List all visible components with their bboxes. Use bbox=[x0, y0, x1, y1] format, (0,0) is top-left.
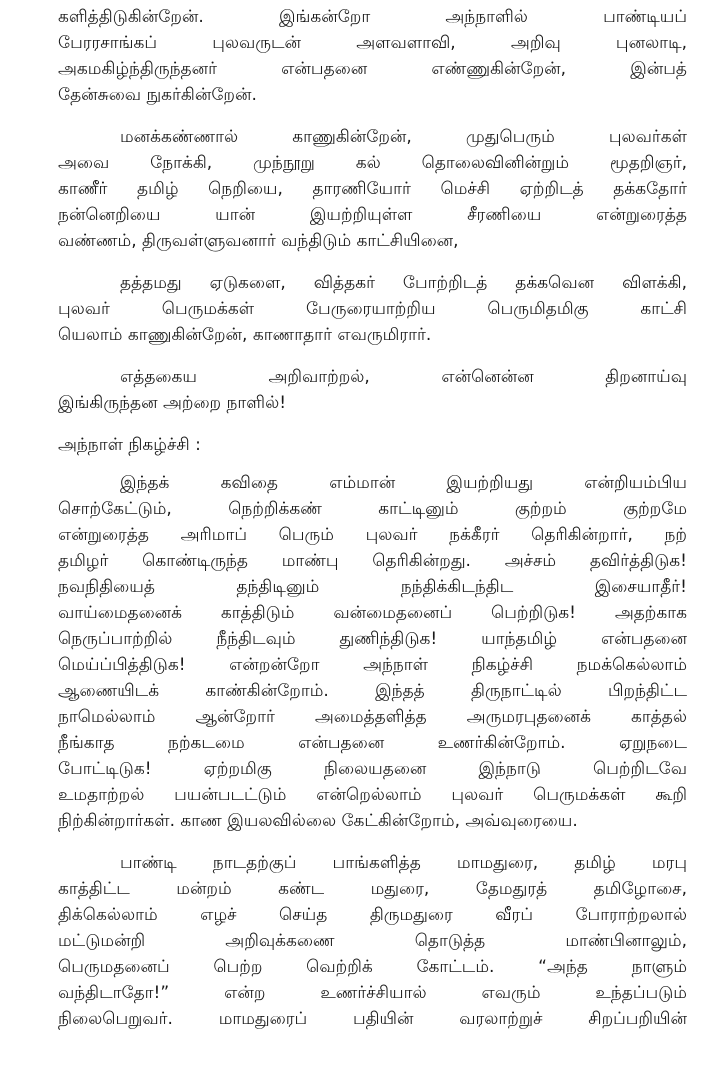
text-line: எத்தகைய அறிவாற்றல், என்னென்ன திறனாய்வு bbox=[120, 367, 687, 387]
paragraph-2 bbox=[58, 124, 687, 254]
text-line: நாமெல்லாம் ஆன்றோர் அமைத்தளித்த அருமரபுதனைக் காத்தல் bbox=[58, 707, 687, 727]
text-line: புலவர் பெருமக்கள் பேருரையாற்றிய பெருமிதமிகு காட்சி bbox=[58, 299, 687, 319]
text-line: மனக்கண்ணால் காணுகின்றேன், முதுபெரும் புலவர்கள் bbox=[120, 127, 687, 147]
text-line: அகமகிழ்ந்திருந்தனர் என்பதனை எண்ணுகின்றேன், இன்பத் bbox=[58, 59, 687, 79]
text-line: மெய்ப்பித்திடுக! என்றன்றோ அந்நாள் நிகழ்ச்சி நமக்கெல்லாம் bbox=[58, 655, 687, 675]
text-line: நன்னெறியை யான் இயற்றியுள்ள சீரணியை என்றுரைத்த bbox=[58, 205, 687, 225]
text-line: தமிழர் கொண்டிருந்த மாண்பு தெரிகின்றது. அச்சம் தவிர்த்திடுக! bbox=[58, 551, 687, 571]
text-line: தேன்சுவை நுகர்கின்றேன். bbox=[58, 85, 257, 105]
text-line: இங்கிருந்தன அற்றை நாளில்! bbox=[58, 393, 287, 413]
text-line: நிற்கின்றார்கள். காண இயலவில்லை கேட்கின்றோம், அவ்வுரையை. bbox=[58, 811, 578, 831]
text-line: நவநிதியைத் தந்திடினும் நந்திக்கிடந்திட இசையாதீர்! bbox=[58, 577, 687, 597]
text-line: என்றுரைத்த அரிமாப் பெரும் புலவர் நக்கீரர் தெரிகின்றார், நற் bbox=[58, 525, 687, 545]
text-line: வந்திடாதோ!” என்ற உணர்ச்சியால் எவரும் உந்தப்படும் bbox=[58, 983, 687, 1003]
text-line: உமதாற்றல் பயன்படட்டும் என்றெல்லாம் புலவர் பெருமக்கள் கூறி bbox=[58, 785, 687, 805]
paragraph-4 bbox=[58, 364, 687, 416]
text-line: காத்திட்ட மன்றம் கண்ட மதுரை, தேமதுரத் தமிழோசை, bbox=[58, 879, 687, 899]
section-heading: அந்நாள் நிகழ்ச்சி : bbox=[58, 435, 201, 455]
text-line: பாண்டி நாடதற்குப் பாங்களித்த மாமதுரை, தமிழ் மரபு bbox=[120, 853, 687, 873]
text-line: நீங்காத நற்கடமை என்பதனை உணர்கின்றோம். ஏறுநடை bbox=[58, 733, 687, 753]
text-line: சொற்கேட்டும், நெற்றிக்கண் காட்டினும் குற்றம் குற்றமே bbox=[58, 499, 687, 519]
text-line: யெலாம் காணுகின்றேன், காணாதார் எவருமிரார். bbox=[58, 325, 432, 345]
text-line: நெருப்பாற்றில் நீந்திடவும் துணிந்திடுக! யாந்தமிழ் என்பதனை bbox=[58, 629, 687, 649]
paragraph-6 bbox=[58, 850, 687, 1032]
text-line: திக்கெல்லாம் எழச் செய்த திருமதுரை வீரப் போராற்றலால் bbox=[58, 905, 687, 925]
text-line: ஆணையிடக் காண்கின்றோம். இந்தத் திருநாட்டில் பிறந்திட்ட bbox=[58, 681, 687, 701]
text-line: வண்ணம், திருவள்ளுவனார் வந்திடும் காட்சியினை, bbox=[58, 231, 459, 251]
paragraph-5 bbox=[58, 470, 687, 834]
text-line: இந்தக் கவிதை எம்மான் இயற்றியது என்றியம்பிய bbox=[120, 473, 687, 493]
text-line: பெருமதனைப் பெற்ற வெற்றிக் கோட்டம். “அந்த நாளும் bbox=[58, 957, 687, 977]
text-line: தத்தமது ஏடுகளை, வித்தகர் போற்றிடத் தக்கவென விளக்கி, bbox=[120, 273, 687, 293]
paragraph-1 bbox=[58, 4, 687, 108]
text-line: களித்திடுகின்றேன். இங்கன்றோ அந்நாளில் பாண்டியப் bbox=[58, 7, 687, 27]
text-line: அவை நோக்கி, முந்நூறு கல் தொலைவினின்றும் மூதறிஞர், bbox=[58, 153, 687, 173]
text-line: பேரரசாங்கப் புலவருடன் அளவளாவி, அறிவு புனலாடி, bbox=[58, 33, 687, 53]
text-line: போட்டிடுக! ஏற்றமிகு நிலையதனை இந்நாடு பெற்றிடவே bbox=[58, 759, 687, 779]
text-line: மட்டுமன்றி அறிவுக்கணை தொடுத்த மாண்பினாலும், bbox=[58, 931, 687, 951]
paragraph-3 bbox=[58, 270, 687, 348]
text-line: காணீர் தமிழ் நெறியை, தாரணியோர் மெச்சி ஏற்றிடத் தக்கதோர் bbox=[58, 179, 687, 199]
text-line: நிலைபெறுவர். மாமதுரைப் பதியின் வரலாற்றுச் சிறப்பறியின் bbox=[58, 1009, 687, 1029]
text-line: வாய்மைதனைக் காத்திடும் வன்மைதனைப் பெற்றிடுக! அதற்காக bbox=[58, 603, 687, 623]
